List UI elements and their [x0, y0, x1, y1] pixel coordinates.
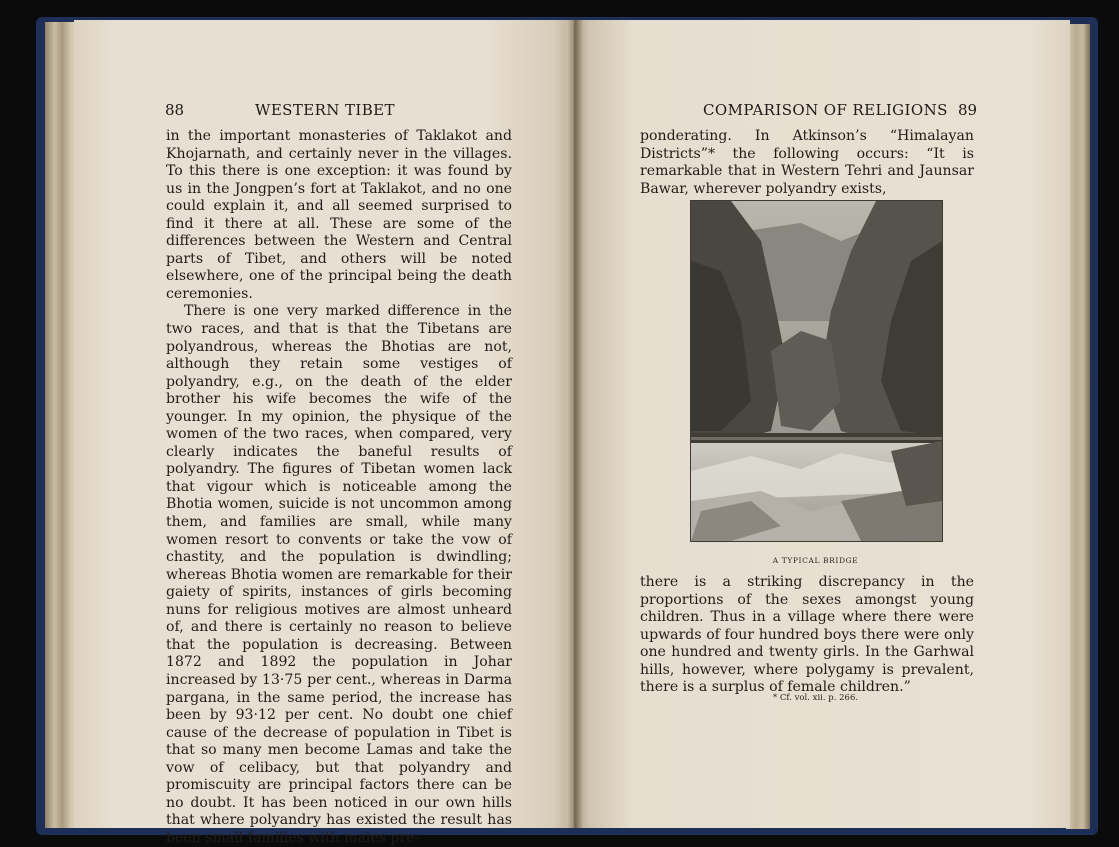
- right-page-number: 89: [958, 101, 978, 119]
- bridge-photograph: [690, 200, 943, 542]
- left-paragraph-2: There is one very marked difference in the two races, and that is that the Tibetans are polyandrous, whereas the Bhotias are not, although they retain some vestiges of polyandry, e.g., on the death of the elder brother his wife becomes the wife of the younger. In my opinion, the physique of the women of the two races, when compared, very clearly indicates the baneful results of polyandry. The figures of Tibetan women lack that vigour which is noticeable among the Bhotia women, suicide is not uncommon among them, and families are small, while many women resort to convents or take the vow of chastity, and the population is dwindling; whereas Bhotia women are remarkable for their gaiety of spirits, instances of girls becoming nuns for religious motives are almost unheard of, and there is certainly no reason to believe that the population is decreasing. Between 1872 and 1892 the population in Johar increased by 13·75 per cent., whereas in Darma pargana, in the same period, the increase has been by 93·12 per cent. No doubt one chief cause of the decrease of population in Tibet is that so many men become Lamas and take the vow of celibacy, but that polyandry and promiscuity are principal factors there can be no doubt. It has been noticed in our own hills that where polyandry has existed the result has been small families with males pre-: [166, 303, 512, 846]
- left-page-number: 88: [165, 101, 185, 119]
- left-paragraph-1: in the important monasteries of Taklakot and Khojarnath, and certainly never in the villages. To this there is one exception: it was found by us in the Jongpen’s fort at Taklakot, and no one could explain it, and all seemed surprised to find it there at all. These are some of the differences between the Western and Central parts of Tibet, and others will be noted elsewhere, one of the principal being the death ceremonies.: [166, 128, 512, 302]
- right-page-bottom-text: there is a striking discrepancy in the proportions of the sexes amongst young children. Thus in a village where there were upwards of four hundred boys there were only one hundred and twenty girls. In the Garhwal hills, however, where polygamy is prevalent, there is a surplus of female children.”: [640, 574, 974, 696]
- left-page-body: [166, 128, 512, 847]
- footnote: * Cf. vol. xii. p. 266.: [772, 693, 859, 703]
- figure-caption: A TYPICAL BRIDGE: [772, 556, 859, 565]
- right-page-top-text: ponderating. In Atkinson’s “Himalayan Districts”* the following occurs: “It is remarkable that in Western Tehri and Jaunsar Bawar, wherever polyandry exists,: [640, 128, 974, 197]
- right-running-head: COMPARISON OF RELIGIONS: [703, 101, 948, 119]
- left-running-head: WESTERN TIBET: [255, 101, 395, 119]
- gorge-illustration: [691, 201, 942, 541]
- book-gutter: [566, 20, 582, 828]
